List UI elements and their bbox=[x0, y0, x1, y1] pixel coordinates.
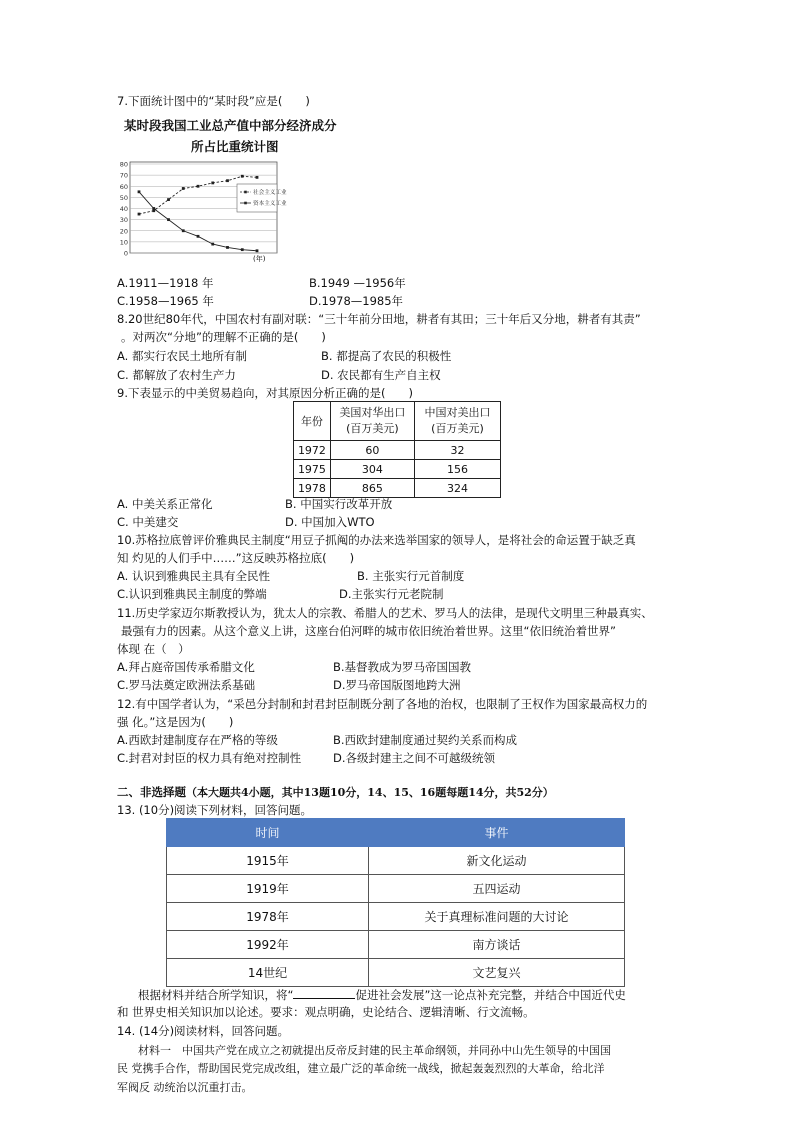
series-point-1 bbox=[152, 207, 155, 210]
q11-stem-line1: 11.历史学家迈尔斯教授认为，犹太人的宗教、希腊人的艺术、罗马人的法律，是现代文明里三种最真实、 bbox=[117, 606, 653, 620]
table-row: 1919年 五四运动 bbox=[167, 875, 625, 903]
y-tick-label: 0 bbox=[123, 249, 128, 258]
table-row: 1992年 南方谈话 bbox=[167, 931, 625, 959]
table-row: 1972 60 32 bbox=[294, 441, 501, 460]
q12-stem-line2: 强 化。”这是因为( ) bbox=[117, 715, 234, 729]
q10-stem-line2: 知 灼见的人们手中……”这反映苏格拉底( ) bbox=[117, 551, 355, 565]
series-point-0 bbox=[182, 187, 185, 190]
chart-title-line2: 所占比重统计图 bbox=[191, 139, 279, 154]
series-point-1 bbox=[197, 235, 200, 238]
trade-table bbox=[293, 401, 501, 498]
series-point-1 bbox=[211, 243, 214, 246]
table-row: 1978 865 324 bbox=[294, 479, 501, 498]
q12-option-b: B.西欧封建制度通过契约关系而构成 bbox=[333, 733, 518, 747]
series-point-0 bbox=[167, 198, 170, 201]
trade-header-year: 年份 bbox=[294, 402, 331, 441]
q8-option-d: D. 农民都有生产自主权 bbox=[321, 368, 441, 382]
q10-option-d: D.主张实行元老院制 bbox=[339, 587, 444, 601]
q11-option-c: C.罗马法奠定欧洲法系基础 bbox=[117, 678, 256, 692]
series-point-1 bbox=[241, 248, 244, 251]
q13-header-time: 时间 bbox=[167, 819, 369, 847]
series-point-0 bbox=[241, 175, 244, 178]
q13-stem: 13. (10分)阅读下列材料，回答问题。 bbox=[117, 803, 313, 817]
series-point-0 bbox=[138, 213, 141, 216]
section2-note: （本大题共4小题，其中13题10分，14、15、16题每题14分，共52分） bbox=[186, 786, 554, 799]
q13-table bbox=[166, 818, 625, 987]
trade-header-cn-export: 中国对美出口 (百万美元) bbox=[414, 402, 500, 441]
series-point-1 bbox=[182, 229, 185, 232]
y-tick-label: 80 bbox=[119, 160, 128, 169]
q7-option-a: A.1911—1918 年 bbox=[117, 276, 214, 290]
series-point-1 bbox=[167, 218, 170, 221]
trade-header-us-export: 美国对华出口 (百万美元) bbox=[330, 402, 414, 441]
q14-material-line1: 材料一 中国共产党在成立之初就提出反帝反封建的民主革命纲领，并同孙中山先生领导的中国国 bbox=[138, 1044, 611, 1057]
line-chart bbox=[115, 158, 287, 266]
q7-option-b: B.1949 —1956年 bbox=[309, 276, 406, 290]
series-point-0 bbox=[211, 182, 214, 185]
q12-option-a: A.西欧封建制度存在严格的等级 bbox=[117, 733, 278, 747]
q9-option-a: A. 中美关系正常化 bbox=[117, 497, 213, 511]
q7-option-c: C.1958—1965 年 bbox=[117, 294, 214, 308]
legend-label: 社会主义工业 bbox=[253, 190, 287, 197]
q11-stem-line3: 体现 在（ ） bbox=[117, 642, 190, 656]
q10-option-b: B. 主张实行元首制度 bbox=[357, 569, 465, 583]
y-tick-label: 50 bbox=[119, 193, 128, 202]
q13-header-event: 事件 bbox=[369, 819, 625, 847]
q10-option-c: C.认识到雅典民主制度的弊端 bbox=[117, 587, 267, 601]
q8-stem-line1: 8.20世纪80年代，中国农村有副对联：“三十年前分田地，耕者有其田；三十年后又分地，耕者有其责” bbox=[117, 312, 641, 326]
y-tick-label: 20 bbox=[119, 227, 128, 236]
q9-option-d: D. 中国加入WTO bbox=[285, 515, 375, 529]
q11-option-b: B.基督教成为罗马帝国国教 bbox=[333, 660, 472, 674]
legend-marker bbox=[244, 202, 247, 205]
chart-legend bbox=[237, 184, 287, 212]
section2-title: 二、非选择题 bbox=[117, 785, 186, 799]
q13-text-line1: 根据材料并结合所学知识，将“ 促进社会发展”这一论点补充完整，并结合中国近代史 bbox=[138, 988, 626, 1002]
y-tick-label: 70 bbox=[119, 171, 128, 180]
series-point-1 bbox=[226, 246, 229, 249]
q10-stem-line1: 10.苏格拉底曾评价雅典民主制度“用豆子抓阄的办法来选举国家的领导人，是将社会的命运置于缺乏真 bbox=[117, 533, 636, 547]
q8-option-a: A. 都实行农民土地所有制 bbox=[117, 349, 247, 363]
q14-material-line3: 军阀反 动统治以沉重打击。 bbox=[117, 1081, 253, 1094]
table-row: 1975 304 156 bbox=[294, 460, 501, 479]
series-point-0 bbox=[197, 185, 200, 188]
q11-option-a: A.拜占庭帝国传承希腊文化 bbox=[117, 660, 255, 674]
series-point-1 bbox=[256, 249, 259, 252]
legend-box bbox=[237, 184, 277, 212]
chart-x-label: (年) bbox=[253, 255, 266, 263]
q7-option-d: D.1978—1985年 bbox=[309, 294, 404, 308]
q9-option-b: B. 中国实行改革开放 bbox=[285, 497, 393, 511]
q7-stem: 7.下面统计图中的“某时段”应是( ) bbox=[117, 94, 310, 108]
q8-option-c: C. 都解放了农村生产力 bbox=[117, 368, 236, 382]
q11-option-d: D.罗马帝国版图地跨大洲 bbox=[333, 678, 461, 692]
y-tick-label: 30 bbox=[119, 216, 128, 225]
chart-title-line1: 某时段我国工业总产值中部分经济成分 bbox=[124, 118, 337, 133]
table-row: 1915年 新文化运动 bbox=[167, 847, 625, 875]
q14-stem: 14. (14分)阅读材料，回答问题。 bbox=[117, 1024, 290, 1038]
q12-option-d: D.各级封建主之间不可越级统领 bbox=[333, 751, 496, 765]
q14-material-line2: 民 党携手合作，帮助国民党完成改组，建立最广泛的革命统一战线，掀起轰轰烈烈的大革命，给北洋 bbox=[117, 1062, 605, 1075]
q12-option-c: C.封君对封臣的权力具有绝对控制性 bbox=[117, 751, 302, 765]
series-point-1 bbox=[138, 190, 141, 193]
q13-text-line2: 和 世界史相关知识加以论述。要求：观点明确，史论结合、逻辑清晰、行文流畅。 bbox=[117, 1005, 535, 1019]
q12-stem-line1: 12.有中国学者认为，“采邑分封制和封君封臣制既分割了各地的治权，也限制了王权作为国家最高权力的 bbox=[117, 697, 648, 711]
answer-blank[interactable] bbox=[293, 988, 355, 999]
legend-marker bbox=[244, 191, 247, 194]
y-tick-label: 40 bbox=[119, 205, 128, 213]
q8-stem-line2: 。对两次“分地”的理解不正确的是( ) bbox=[121, 330, 326, 344]
series-point-0 bbox=[256, 176, 259, 179]
q11-stem-line2: 最强有力的因素。从这个意义上讲，这座台伯河畔的城市依旧统治着世界。这里“依旧统治着世界” bbox=[121, 624, 616, 638]
q9-stem: 9.下表显示的中美贸易趋向，对其原因分析正确的是( ) bbox=[117, 386, 413, 400]
chart-y-ticks bbox=[120, 161, 128, 258]
table-row: 1978年 关于真理标准问题的大讨论 bbox=[167, 903, 625, 931]
q8-option-b: B. 都提高了农民的积极性 bbox=[321, 349, 452, 363]
table-row: 14世纪 文艺复兴 bbox=[167, 959, 625, 987]
section2-heading bbox=[117, 785, 554, 800]
y-tick-label: 60 bbox=[119, 182, 128, 191]
legend-label: 资本主义工业 bbox=[253, 201, 287, 208]
q10-option-a: A. 认识到雅典民主具有全民性 bbox=[117, 569, 270, 583]
series-point-0 bbox=[226, 179, 229, 182]
y-tick-label: 10 bbox=[119, 238, 128, 247]
q9-option-c: C. 中美建交 bbox=[117, 515, 179, 529]
